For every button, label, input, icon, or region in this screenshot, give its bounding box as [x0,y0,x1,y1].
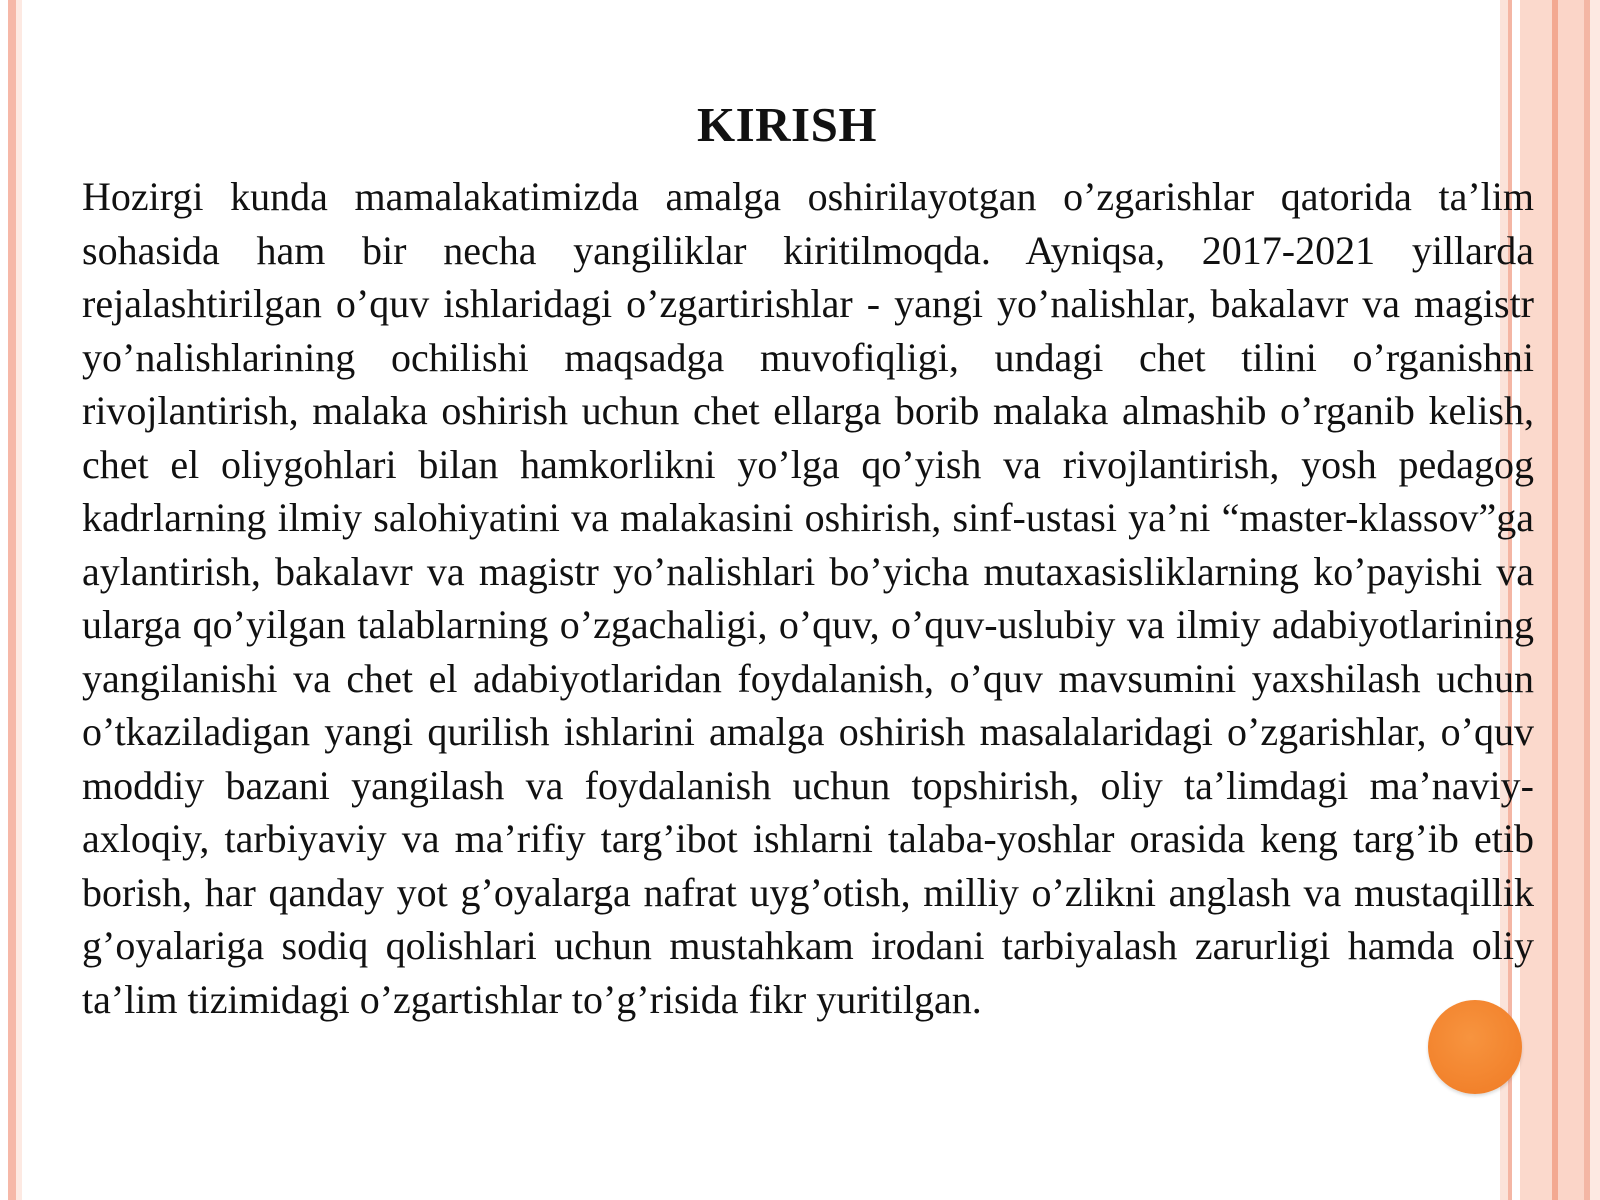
slide-canvas [22,0,1534,1200]
orange-circle-marker [1428,1000,1522,1094]
slide-title: KIRISH [696,97,877,152]
slide-body-paragraph: Hozirgi kunda mamalakatimizda amalga oshirilayotgan o’zgarishlar qatorida ta’lim sohasida ham bir necha yangiliklar kiritilmoqda. Ayniqsa, 2017-2021 yillarda rejalashtirilgan o’quv ishlaridagi o’zgartirishlar - yangi yo’nalishlar, bakalavr va magistr yo’nalishlarining ochilishi maqsadga muvofiqligi, undagi chet tilini o’rganishni rivojlantirish, malaka oshirish uchun chet ellarga borib malaka almashib o’rganib kelish, chet el oliygohlari bilan hamkorlikni yo’lga qo’yish va rivojlantirish, yosh pedagog kadrlarning ilmiy salohiyatini va malakasini oshirish, sinf-ustasi ya’ni “master-klassov”ga aylantirish, bakalavr va magistr yo’nalishlari bo’yicha mutaxasisliklarning ko’payishi va ularga qo’yilgan talablarning o’zgachaligi, o’quv, o’quv-uslubiy va ilmiy adabiyotlarining yangilanishi va chet el adabiyotlaridan foydalanish, o’quv mavsumini yaxshilash uchun o’tkaziladigan yangi qurilish ishlarini amalga oshirish masalalaridagi o’zgarishlar, o’quv moddiy bazani yangilash va foydalanish uchun topshirish, oliy ta’limdagi ma’naviy-axloqiy, tarbiyaviy va ma’rifiy targ’ibot ishlarni talaba-yoshlar orasida keng targ’ib etib borish, har qanday yot g’oyalarga nafrat uyg’otish, milliy o’zlikni anglash va mustaqillik g’oyalariga sodiq qolishlari uchun mustahkam irodani tarbiyalash zarurligi hamda oliy ta’lim tizimidagi o’zgartishlar to’g’risida fikr yuritilgan. [82,174,1534,1022]
left-decorative-border [0,0,22,1200]
